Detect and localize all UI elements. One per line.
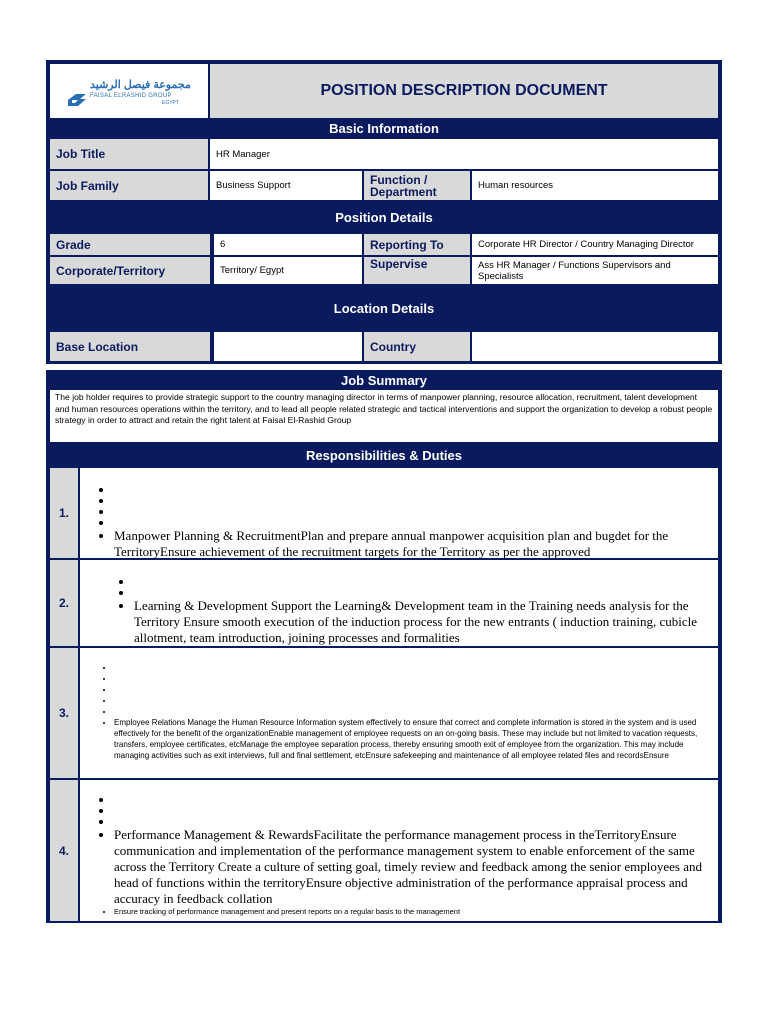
country-label: Country	[364, 332, 470, 361]
duty-item	[80, 468, 718, 558]
duty-item	[80, 560, 718, 646]
job-title-label: Job Title	[50, 139, 208, 169]
logo-country-text: EGYPT	[162, 100, 179, 106]
function-value: Human resources	[472, 171, 718, 200]
duty-number: 2.	[50, 560, 78, 646]
duty-text-extra: • Ensure tracking of performance management and present reports on a regular basis to the management	[114, 907, 710, 917]
duty-text: • Learning & Development Support the Learning& Development team in the Training needs analysis for the Territory Ensure smooth execution of the induction process for the new entrants ( induction training, cubicle allotment, team introduction, joining processes and formalities	[134, 598, 710, 646]
job-summary-heading: Job Summary	[50, 372, 718, 388]
duty-number: 1.	[50, 468, 78, 558]
corporate-territory-value: Territory/ Egypt	[214, 257, 362, 284]
country-value	[472, 332, 718, 361]
duty-text: • Manpower Planning & RecruitmentPlan and prepare annual manpower acquisition plan and bugdet for the TerritoryEnsure achievement of the recruitment targets for the Territory as per the approved	[114, 528, 710, 558]
duty-text: • Performance Management & RewardsFacilitate the performance management process in theTerritoryEnsure communication and implementation of the performance management system to enable enforcement of the same across the Territory Create a culture of setting goal, timely review and feedback among the senior employees and head of functions within the territoryEnsure objective administration of the performance appraisal process and accuracy in feedback collation	[114, 827, 710, 907]
job-summary-text: The job holder requires to provide strategic support to the country managing director in terms of manpower planning, resource allocation, recruitment, talent development and human resources operations within the territory, and to lead all people related strategic and tactical interventions and support the organization to develop a robust people strategy in order to attract and retain the right talent at Faisal El-Rashid Group	[50, 390, 718, 442]
location-details-heading: Location Details	[50, 286, 718, 330]
job-title-value: HR Manager	[210, 139, 718, 169]
logo-mark-icon	[66, 92, 88, 108]
responsibilities-heading: Responsibilities & Duties	[50, 444, 718, 466]
duty-number: 3.	[50, 648, 78, 778]
corporate-territory-label: Corporate/Territory	[50, 257, 210, 284]
position-details-heading: Position Details	[50, 202, 718, 233]
logo-arabic-text: مجموعة فيصل الرشيد	[90, 79, 191, 91]
duty-item	[80, 780, 718, 921]
job-family-value: Business Support	[210, 171, 362, 200]
logo-cell	[50, 64, 208, 118]
base-location-label: Base Location	[50, 332, 210, 361]
reporting-to-label: Reporting To	[364, 234, 470, 255]
duty-item	[80, 648, 718, 778]
grade-value: 6	[214, 234, 362, 255]
supervise-label: Supervise	[364, 257, 470, 284]
logo-english-text: FAISAL ELRASHID GROUP	[90, 93, 172, 99]
reporting-to-value: Corporate HR Director / Country Managing Director	[472, 234, 718, 255]
duty-number: 4.	[50, 780, 78, 921]
supervise-value: Ass HR Manager / Functions Supervisors and Specialists	[472, 257, 718, 284]
company-logo	[66, 78, 194, 108]
grade-label: Grade	[50, 234, 210, 255]
job-family-label: Job Family	[50, 171, 208, 200]
base-location-value	[214, 332, 362, 361]
duty-text: • Employee Relations Manage the Human Resource Information system effectively to ensure that correct and complete information is stored in the system and is used effectively for the benefit of the organizationEnable management of employee requests on an on-going basis. These may include but not limited to vacation requests, transfers, employee certificates, etcManage the employee separation process, thereby ensuring smooth exit of employee from the organization. This may include managing activities such as exit interviews, full and final settlement, etcEnsure safekeeping and maintenance of all employee related files and recordsEnsure	[114, 717, 710, 761]
function-label: Function / Department	[364, 171, 470, 200]
document-title: POSITION DESCRIPTION DOCUMENT	[320, 82, 608, 99]
document-title-cell	[210, 64, 718, 118]
basic-info-heading: Basic Information	[50, 118, 718, 138]
